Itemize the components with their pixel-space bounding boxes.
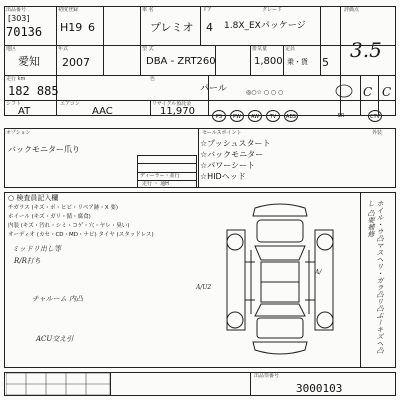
handwritten-note: ミッドリ出し等 (12, 245, 61, 253)
options-left-text: バックモニター爪り (8, 145, 80, 154)
sales-point-item: ☆パワーシート (200, 161, 256, 170)
handwritten-note: R/R打ち (14, 257, 41, 265)
inspection-line: オーディオ (カセ・CD・MD・ナビ) タイヤ (スタッドレス) (8, 232, 154, 238)
diagram-note-right: A/ (315, 269, 322, 276)
interior-grade: C (363, 85, 373, 99)
model-name: プレミオ (150, 21, 194, 34)
equipment-tag-pw: PW (230, 110, 244, 122)
mileage-option: 走行 ・ 通H (142, 181, 169, 187)
seats: 5 (322, 56, 329, 69)
lot-prefix: [303] (8, 14, 30, 23)
lot-number: 70136 (6, 25, 43, 39)
inspection-line: 内装 (キズ・汚れ・シミ・コゲ・穴・ヤレ・臭い) (8, 223, 130, 229)
sales-point-item: ☆HIDヘッド (200, 172, 246, 181)
inspection-line: ホイール (キズ・ガリ・錆・腐食) (8, 214, 91, 220)
equipment-tag-tv: TV (266, 110, 280, 122)
exterior-grade: C (382, 85, 392, 99)
dealer-option: ディーラー・並行 (140, 173, 180, 179)
model-year: 2007 (62, 56, 90, 69)
equipment-tag-sr: SR (337, 113, 345, 119)
footer-number: 3000103 (296, 382, 343, 395)
color-checkboxes (244, 84, 364, 98)
color: パール (200, 84, 227, 94)
sales-point-item: ☆バックモニター (200, 150, 264, 159)
year-era: H19 (60, 21, 83, 34)
footer-number-label: 出品票番号 (254, 373, 280, 379)
model-code: DBA - ZRT260 (146, 56, 216, 67)
region: 愛知 (18, 55, 40, 68)
inspection-header: ○ 検査員記入欄 (8, 194, 59, 202)
air-conditioning: AAC (92, 106, 113, 117)
diagram-note-left: A/U2 (196, 284, 212, 291)
equipment-tag-abs: ABS (284, 110, 298, 122)
mileage: 182 885 (8, 84, 59, 98)
svg-text:◎○☆ ○ ○ ○: ◎○☆ ○ ○ ○ (246, 89, 284, 96)
car-damage-diagram (215, 200, 345, 365)
handwritten-note: チャルーム 内凸 (32, 295, 84, 303)
sales-point-item: ☆プッシュスタート (200, 139, 271, 148)
sales-points-header: セールスポイント (202, 130, 242, 136)
transmission: AT (18, 106, 31, 117)
inspection-line: チガラス (キズ・ポ・ヒビ・リペア跡・X 要) (8, 205, 119, 211)
side-note: ホイル・ウ凸マスヘリ・ガラ凸リ凸ぶーキズヘ凸し 凸要補修 (367, 200, 384, 354)
seats-label: 乗・貨 (287, 58, 308, 66)
displacement: 1,800 (254, 56, 283, 67)
handwritten-note: ACU交え引 (36, 335, 74, 343)
equipment-tag-ctv: CTV (368, 110, 382, 122)
auction-sheet: 出品番号 [303] 70136 初度登録 H19 6 車 名 プレミオ ドア 4 グレード 1.8X_EXパッケージ 評価点 地区 愛知 年式 2007 型 式 DBA - ZRT260 排気量 1,800 定員 乗・貨 5 3.5 走行 km 182 885 色 パール ◎○☆ ○ ○ ○ C C シフト AT エアコン AAC リサイクル預託金 11,970 PS PW AW TV ABS SR CTV オプション バックモニター爪り ディーラー・並行 走行 ・ 通H セールスポイント ☆プッシュスタート ☆バックモニター ☆パワーシート ☆HIDヘッド 外装 ○ 検査員記入欄 チガラス (キズ・ポ・ヒビ・リペア跡・X 要) ホイール (キズ・ガリ・錆・腐食) 内装 (キズ・汚れ・シミ・コゲ・穴・ヤレ・臭い) オーディオ (カセ・CD・MD・ナビ) タイヤ (スタッドレス) ミッドリ出し等 R/R打ち チャルーム 内凸 ACU交え引 A/U2 A/ ホイル・ウ凸マスヘリ・ガラ凸リ凸ぶーキズヘ凸し 凸要補修 出品票番号 3000103 (0, 0, 400, 400)
first-reg-month: 6 (88, 21, 95, 34)
recycle-fee: 11,970 (160, 106, 195, 117)
grade: 1.8X_EXパッケージ (224, 21, 306, 31)
evaluation-score: 3.5 (350, 38, 382, 62)
door-count: 4 (206, 21, 213, 34)
footer-grid (6, 373, 110, 395)
equipment-tag-aw: AW (248, 110, 262, 122)
equipment-tag-ps: PS (212, 110, 226, 122)
